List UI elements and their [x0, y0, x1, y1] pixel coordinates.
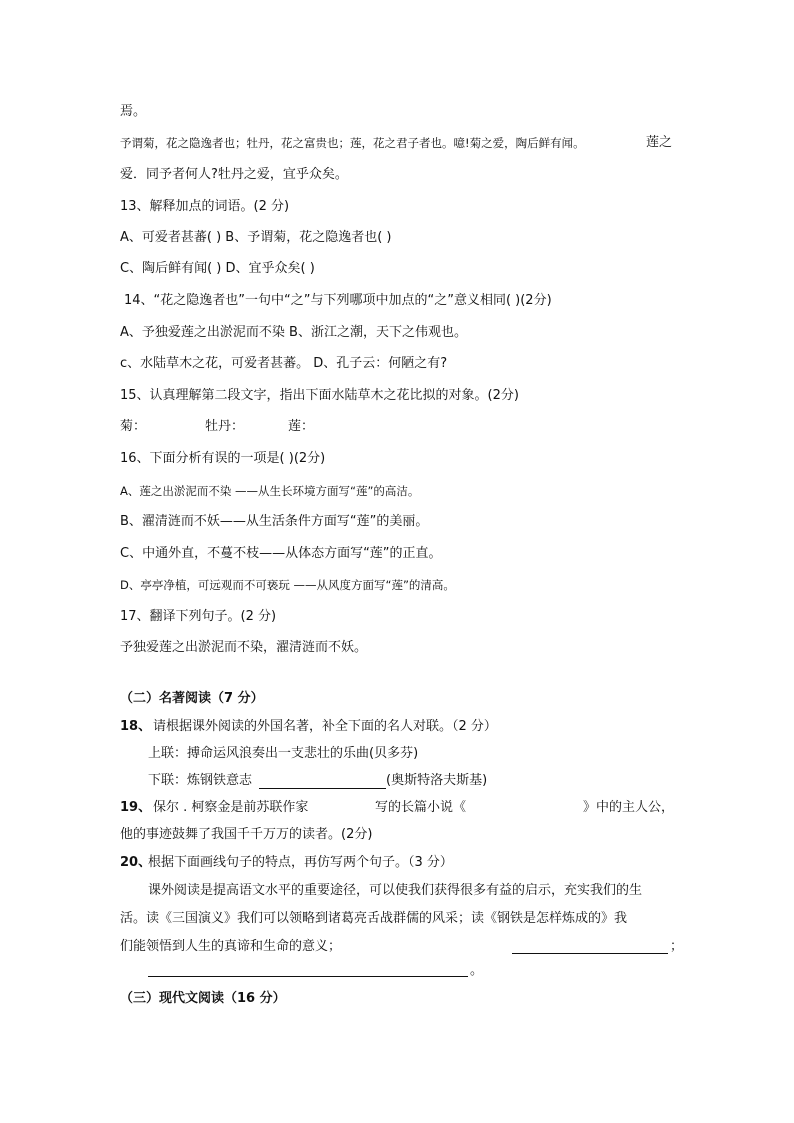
question-15-mudan: 牡丹： — [205, 419, 245, 434]
question-16-a: A、莲之出淤泥而不染 ——从生长环境方面写“莲”的高洁。 — [120, 484, 420, 498]
question-15: 15、认真理解第二段文字，指出下面水陆草木之花比拟的对象。(2分) — [120, 388, 519, 403]
question-15-ju: 菊： — [120, 419, 147, 434]
passage-line-1: 焉。 — [120, 104, 147, 119]
couplet-second-line: 下联：炼钢铁意志 — [148, 773, 253, 788]
question-16-b: B、濯清涟而不妖——从生活条件方面写“莲”的美丽。 — [120, 514, 429, 529]
question-19-part-3: 》中的主人公， — [583, 800, 675, 815]
question-17-sentence: 予独爱莲之出淤泥而不染，濯清涟而不妖。 — [120, 640, 368, 655]
question-17: 17、翻译下列句子。(2 分) — [120, 609, 277, 624]
question-13: 13、解释加点的词语。(2 分) — [120, 199, 290, 214]
passage-line-2: 予谓菊，花之隐逸者也；牡丹，花之富贵也；莲，花之君子者也。噫!菊之爱，陶后鲜有闻。 — [120, 136, 585, 150]
passage-line-3: 爱．同予者何人?牡丹之爱，宜乎众矣。 — [120, 167, 348, 182]
question-20-line-1: 课外阅读是提高语文水平的重要途径，可以使我们获得很多有益的启示，充实我们的生 — [148, 883, 643, 898]
question-13-ab: A、可爱者甚蕃( ) B、予谓菊，花之隐逸者也( ) — [120, 230, 392, 245]
question-14: 14、“花之隐逸者也”一句中“之”与下列哪项中加点的“之”意义相同( )(2分) — [124, 293, 552, 308]
section-3-title: （三）现代文阅读（16 分） — [120, 991, 286, 1006]
passage-line-2-end: 莲之 — [646, 135, 673, 150]
question-20-line-2: 活。读《三国演义》我们可以领略到诸葛亮舌战群儒的风采；读《钢铁是怎样炼成的》我 — [120, 911, 628, 926]
answer-blank — [259, 788, 386, 789]
question-19-number: 19、 — [120, 800, 152, 815]
question-20: 根据下面画线句子的特点，再仿写两个句子。（3 分） — [148, 855, 453, 870]
section-2-title: （二）名著阅读（7 分） — [120, 691, 264, 706]
question-19-part-1: 保尔 . 柯察金是前苏联作家 — [153, 800, 309, 815]
question-16-c: C、中通外直，不蔓不枝——从体态方面写“莲”的正直。 — [120, 546, 442, 561]
question-20-line-3: 们能领悟到人生的真谛和生命的意义； — [120, 939, 342, 954]
question-14-cd: c、水陆草木之花，可爱者甚蕃。 D、孔子云：何陋之有? — [120, 356, 448, 371]
question-14-ab: A、予独爱莲之出淤泥而不染 B、浙江之潮，天下之伟观也。 — [120, 325, 467, 340]
answer-blank — [148, 976, 468, 977]
question-18-number: 18、 — [120, 719, 152, 734]
couplet-second-line-end: (奥斯特洛夫斯基) — [386, 773, 488, 788]
question-20-semicolon: ； — [670, 939, 684, 954]
question-16-d: D、亭亭净植，可远观而不可亵玩 ——从风度方面写“莲”的清高。 — [120, 578, 455, 592]
question-19-part-2: 写的长篇小说《 — [375, 800, 467, 815]
question-15-lian: 莲： — [288, 419, 315, 434]
question-16: 16、下面分析有误的一项是( )(2分) — [120, 451, 326, 466]
question-18: 请根据课外阅读的外国名著，补全下面的名人对联。（2 分） — [153, 719, 497, 734]
couplet-first-line: 上联：搏命运风浪奏出一支悲壮的乐曲(贝多芬) — [148, 746, 419, 761]
question-20-number: 20、 — [120, 855, 152, 870]
question-19-part-4: 他的事迹鼓舞了我国千千万万的读者。(2分) — [120, 827, 373, 842]
answer-blank — [512, 953, 668, 954]
question-20-period: 。 — [470, 963, 484, 978]
question-13-cd: C、陶后鲜有闻( ) D、宜乎众矣( ) — [120, 261, 315, 276]
